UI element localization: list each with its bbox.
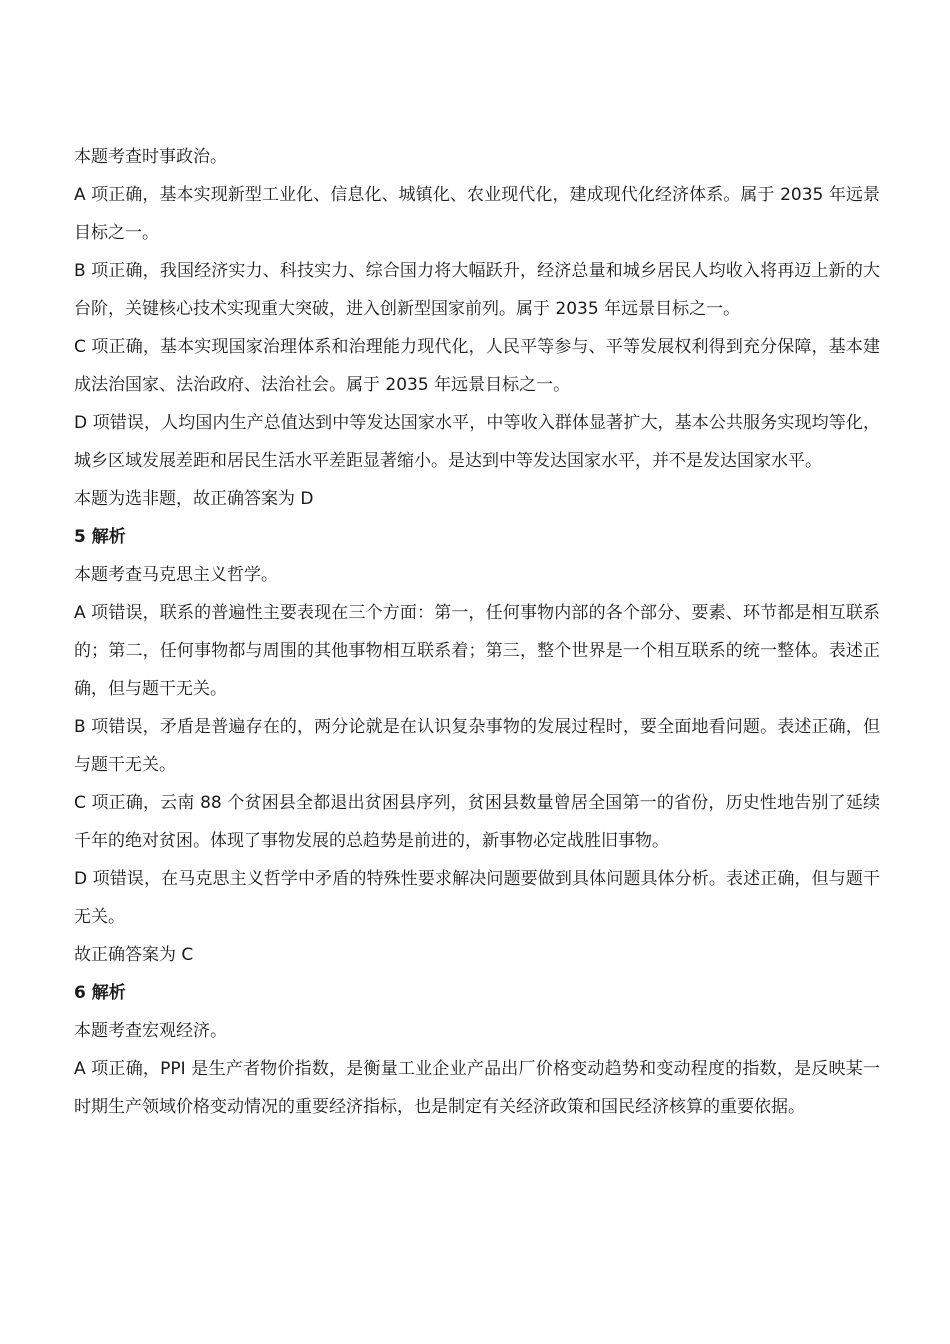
q4-answer: 本题为选非题，故正确答案为 D <box>74 489 314 509</box>
q5-option-d: D 项错误，在马克思主义哲学中矛盾的特殊性要求解决问题要做到具体问题具体分析。表述正确，但与题干无关。 <box>74 869 880 927</box>
q5-option-a: A 项错误，联系的普遍性主要表现在三个方面：第一，任何事物内部的各个部分、要素、环节都是相互联系的；第二，任何事物都与周围的其他事物相互联系着；第三，整个世界是一个相互联系的统一整体。表述正确，但与题干无关。 <box>74 603 880 699</box>
q4-option-c: C 项正确，基本实现国家治理体系和治理能力现代化，人民平等参与、平等发展权利得到充分保障，基本建成法治国家、法治政府、法治社会。属于 2035 年远景目标之一。 <box>74 337 880 395</box>
q5-option-c: C 项正确，云南 88 个贫困县全都退出贫困县序列，贫困县数量曾居全国第一的省份，历史性地告别了延续千年的绝对贫困。体现了事物发展的总趋势是前进的，新事物必定战胜旧事物。 <box>74 793 880 851</box>
q4-option-b: B 项正确，我国经济实力、科技实力、综合国力将大幅跃升，经济总量和城乡居民人均收入将再迈上新的大台阶，关键核心技术实现重大突破，进入创新型国家前列。属于 2035 年远景目标之一。 <box>74 261 880 319</box>
q6-heading: 6 解析 <box>74 983 126 1003</box>
q6-topic: 本题考查宏观经济。 <box>74 1021 227 1041</box>
q5-heading: 5 解析 <box>74 527 126 547</box>
q4-option-d: D 项错误，人均国内生产总值达到中等发达国家水平，中等收入群体显著扩大，基本公共服务实现均等化，城乡区域发展差距和居民生活水平差距显著缩小。是达到中等发达国家水平，并不是发达国家水平。 <box>74 413 880 471</box>
q6-option-a: A 项正确，PPI 是生产者物价指数，是衡量工业企业产品出厂价格变动趋势和变动程度的指数，是反映某一时期生产领域价格变动情况的重要经济指标，也是制定有关经济政策和国民经济核算的重要依据。 <box>74 1059 880 1117</box>
document-body <box>74 138 880 1126</box>
q5-topic: 本题考查马克思主义哲学。 <box>74 565 278 585</box>
q5-option-b: B 项错误，矛盾是普遍存在的，两分论就是在认识复杂事物的发展过程时，要全面地看问题。表述正确，但与题干无关。 <box>74 717 880 775</box>
q4-option-a: A 项正确，基本实现新型工业化、信息化、城镇化、农业现代化，建成现代化经济体系。属于 2035 年远景目标之一。 <box>74 185 880 243</box>
intro-topic: 本题考查时事政治。 <box>74 147 227 167</box>
q5-answer: 故正确答案为 C <box>74 945 194 965</box>
